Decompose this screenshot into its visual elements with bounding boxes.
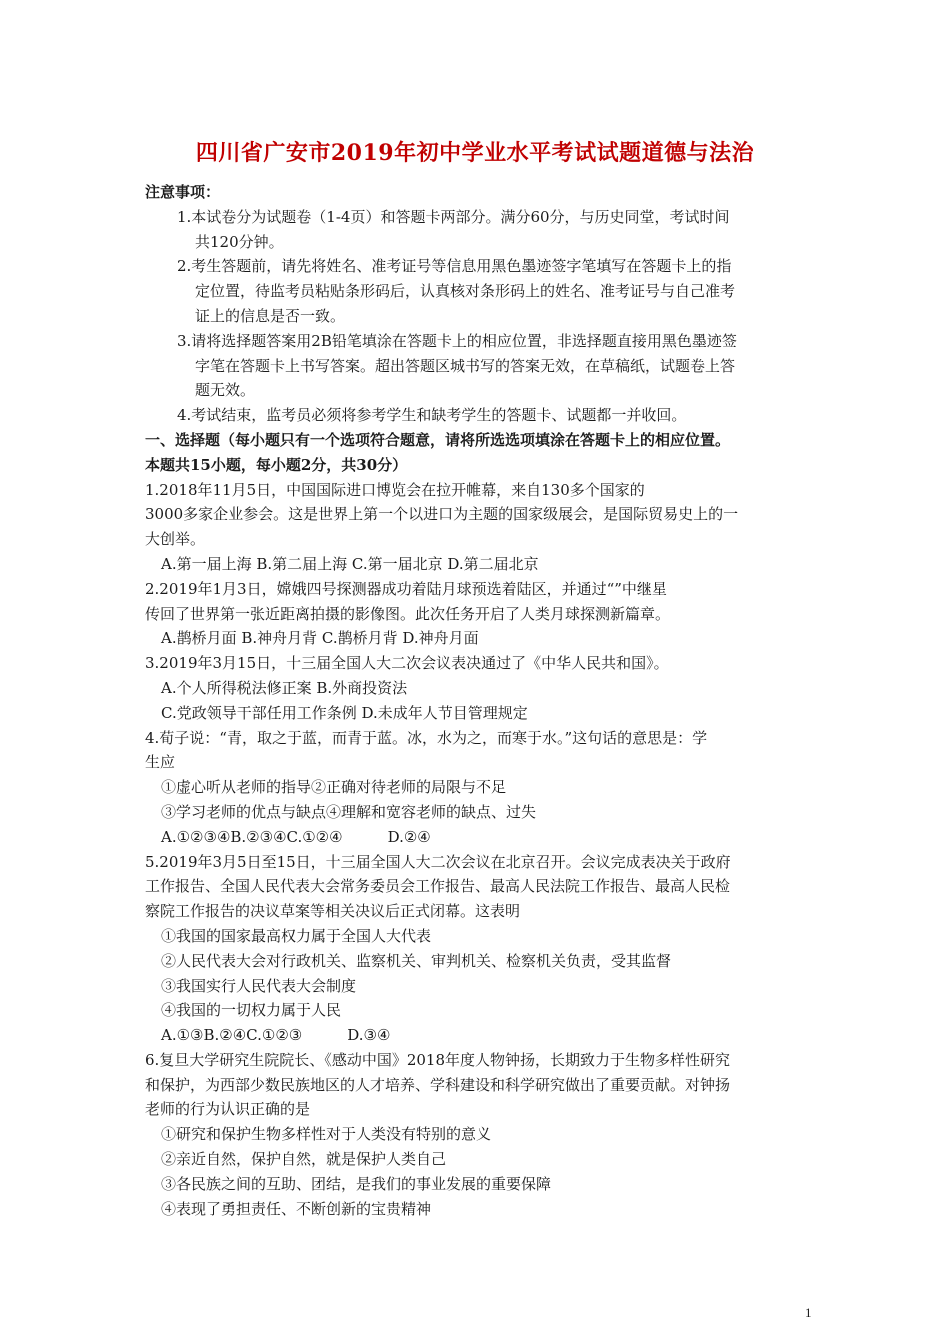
section-heading: 一、选择题（每小题只有一个选项符合题意，请将所选选项填涂在答题卡上的相应位置。 [145, 430, 731, 449]
notice-item-line: 1.本试卷分为试题卷（1-4页）和答题卡两部分。满分60分，与历史同堂，考试时间 [177, 207, 730, 226]
notice-item-line: 证上的信息是否一致。 [195, 306, 346, 325]
question-statement: ④表现了勇担责任、不断创新的宝贵精神 [161, 1199, 432, 1218]
section-heading: 本题共15小题，每小题2分，共30分） [145, 455, 408, 474]
question-line: 6.复旦大学研究生院院长、《感动中国》2018年度人物钟扬，长期致力于生物多样性研究 [145, 1050, 730, 1069]
question-statement: ③学习老师的优点与缺点④理解和宽容老师的缺点、过失 [161, 802, 537, 821]
page-number: 1 [805, 1305, 812, 1320]
notice-item-line: 2.考生答题前，请先将姓名、准考证号等信息用黑色墨迹签字笔填写在答题卡上的指 [177, 257, 732, 276]
question-statement: ②人民代表大会对行政机关、监察机关、审判机关、检察机关负责，受其监督 [161, 951, 672, 970]
question-statement: ③各民族之间的互助、团结，是我们的事业发展的重要保障 [161, 1174, 552, 1193]
question-line: 3000多家企业参会。这是世界上第一个以进口为主题的国家级展会，是国际贸易史上的一 [145, 505, 739, 524]
question-line: 4.荀子说：“青，取之于蓝，而青于蓝。冰，水为之，而寒于水。”这句话的意思是：学 [145, 728, 708, 747]
exam-title: 四川省广安市2019年初中学业水平考试试题道德与法治 [195, 140, 755, 166]
notice-heading: 注意事项： [145, 183, 221, 201]
question-line: 和保护，为西部少数民族地区的人才培养、学科建设和科学研究做出了重要贡献。对钟扬 [145, 1075, 731, 1094]
question-statement: ①虚心听从老师的指导②正确对待老师的局限与不足 [161, 778, 507, 797]
question-options: A.个人所得税法修正案 B.外商投资法 [161, 678, 408, 697]
question-statement: ②亲近自然，保护自然，就是保护人类自己 [161, 1150, 447, 1169]
exam-content [145, 180, 815, 1221]
question-line: 2.2019年1月3日，嫦娥四号探测器成功着陆月球预选着陆区，并通过“”中继星 [145, 579, 667, 598]
question-line: 生应 [145, 753, 176, 772]
question-options: A.①②③④B.②③④C.①②④ D.②④ [161, 827, 431, 846]
question-line: 5.2019年3月5日至15日，十三届全国人大二次会议在北京召开。会议完成表决关于政府 [145, 852, 731, 871]
question-statement: ①研究和保护生物多样性对于人类没有特别的意义 [161, 1125, 492, 1144]
question-options: A.①③B.②④C.①②③ D.③④ [161, 1026, 391, 1045]
question-options: A.鹊桥月面 B.神舟月背 C.鹊桥月背 D.神舟月面 [161, 629, 479, 648]
notice-item-line: 定位置，待监考员粘贴条形码后，认真核对条形码上的姓名、准考证号与自己准考 [195, 282, 736, 301]
question-statement: ④我国的一切权力属于人民 [161, 1001, 342, 1020]
notice-item-line: 字笔在答题卡上书写答案。超出答题区城书写的答案无效，在草稿纸，试题卷上答 [195, 356, 736, 375]
notice-item-line: 4.考试结束，监考员必须将参考学生和缺考学生的答题卡、试题都一并收回。 [177, 406, 687, 425]
question-statement: ③我国实行人民代表大会制度 [161, 976, 357, 995]
question-options: C.党政领导干部任用工作条例 D.未成年人节目管理规定 [161, 703, 528, 722]
notice-item-line: 题无效。 [195, 381, 256, 400]
question-statement: ①我国的国家最高权力属于全国人大代表 [161, 926, 432, 945]
question-line: 工作报告、全国人民代表大会常务委员会工作报告、最高人民法院工作报告、最高人民检 [145, 877, 731, 896]
question-line: 老师的行为认识正确的是 [145, 1100, 311, 1119]
notice-item-line: 共120分钟。 [195, 232, 284, 251]
question-line: 传回了世界第一张近距离拍摄的影像图。此次任务开启了人类月球探测新篇章。 [145, 604, 671, 623]
question-line: 1.2018年11月5日，中国国际进口博览会在拉开帷幕，来自130多个国家的 [145, 480, 645, 499]
notice-item-line: 3.请将选择题答案用2B铅笔填涂在答题卡上的相应位置，非选择题直接用黑色墨迹签 [177, 331, 737, 350]
question-options: A.第一届上海 B.第二届上海 C.第一届北京 D.第二届北京 [161, 554, 539, 573]
question-line: 大创举。 [145, 530, 206, 549]
question-line: 察院工作报告的决议草案等相关决议后正式闭幕。这表明 [145, 902, 521, 921]
question-line: 3.2019年3月15日，十三届全国人大二次会议表决通过了《中华人民共和国》。 [145, 654, 669, 673]
